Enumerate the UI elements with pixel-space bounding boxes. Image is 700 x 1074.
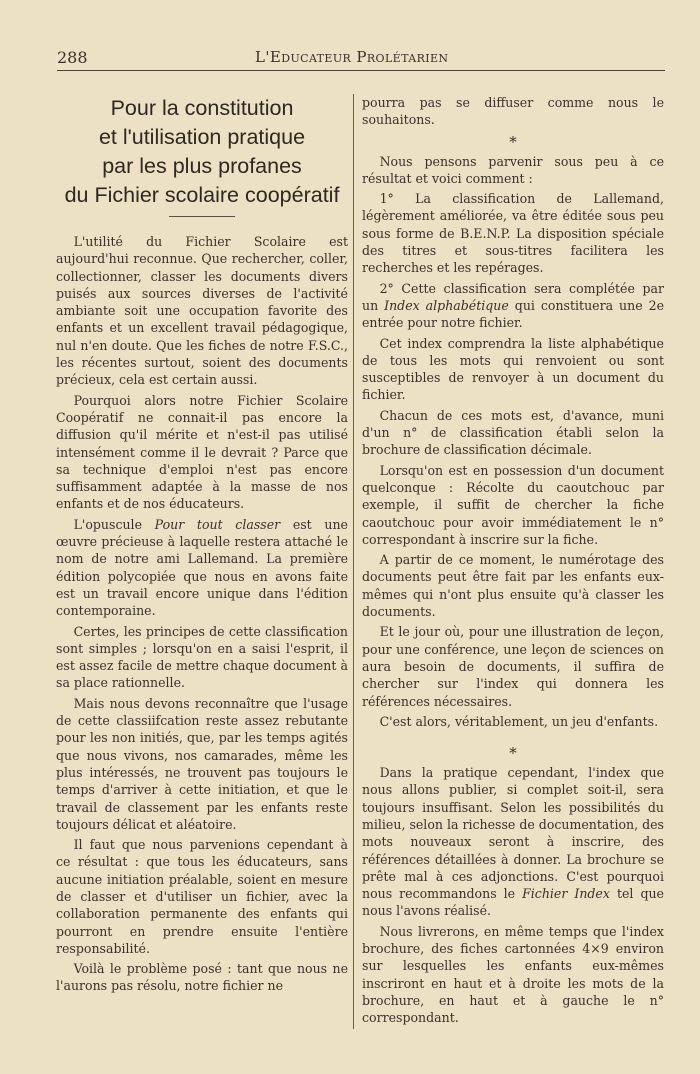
page-header (57, 46, 665, 71)
right-column (362, 94, 664, 1030)
article-title (56, 94, 348, 210)
column-divider (353, 94, 354, 1029)
paragraph: Pourquoi alors notre Fichier Scolaire Coopératif ne connait-il pas encore la diffusion qu'il mérite et n'est-il pas utilisé intensément comme il le devrait ? Parce que sa technique d'emploi n'est pas encore suffisamment adaptée à la masse de nos enfants et de nos éducateurs. (56, 392, 348, 512)
right-section-2 (362, 764, 664, 1026)
left-column (56, 94, 348, 998)
paragraph: Lorsqu'on est en possession d'un document quelconque : Récolte du caoutchouc par exemple, il suffit de chercher la fiche caoutchouc pour avoir immédiatement le n° correspondant à inscrire sur la fiche. (362, 462, 664, 547)
paragraph: Mais nous devons reconnaître que l'usage de cette classiifcation reste assez rebutante pour les non initiés, que, par les temps agités que nous vivons, nos camarades, même les plus intéressés, ne trouvent pas toujours le temps d'arriver à cette initiation, et que le travail de classement par les enfants reste toujours délicat et aléatoire. (56, 695, 348, 832)
title-divider (169, 216, 235, 217)
paragraph: A partir de ce moment, le numérotage des documents peut être fait par les enfants eux-mêmes qui n'ont plus ensuite qu'à classer les documents. (362, 552, 664, 620)
paragraph: Nous pensons parvenir sous peu à ce résultat et voici comment : (362, 153, 664, 186)
title-line: et l'utilisation pratique (98, 125, 306, 149)
paragraph: Voilà le problème posé : tant que nous ne l'aurons pas résolu, notre fichier ne (56, 961, 348, 994)
left-paragraphs (56, 233, 348, 995)
paragraph: Dans la pratique cependant, l'index que nous allons publier, si complet soit-il, sera toujours insuffisant. Selon les possibilités du milieu, selon la richesse de documentation, des mots nouveaux seront à inscrire, des références détaillées à donner. La brochure se prête mal à ces adjonctions. C'est pourquoi nous recommandons le Fichier Index tel que nous l'avons réalisé. (362, 765, 664, 919)
paragraph: Chacun de ces mots est, d'avance, muni d'un n° de classification établi selon la brochure de classification décimale. (362, 407, 664, 458)
paragraph: C'est alors, véritablement, un jeu d'enfants. (379, 713, 659, 729)
paragraph-continuation: pourra pas se diffuser comme nous le souhaitons. (362, 95, 664, 128)
paragraph: Et le jour où, pour une illustration de leçon, pour une conférence, une leçon de sciences on aura besoin de documents, il suffira de chercher sur l'index qui donnera les références nécessaires. (362, 624, 664, 709)
journal-title: L'Educateur Prolétarien (255, 48, 449, 66)
paragraph: 1° La classification de Lallemand, légèrement améliorée, va être éditée sous peu sous forme de B.E.N.P. La disposition spéciale des titres et sous-titres facilitera les recherches et les repérages. (362, 191, 664, 276)
section-star-separator: * (509, 132, 517, 151)
paragraph: Certes, les principes de cette classification sont simples ; lorsqu'on en a saisi l'esprit, il est assez facile de mettre chaque document à sa place rationnelle. (56, 623, 348, 691)
section-star-separator: * (509, 744, 517, 763)
right-section-1 (362, 153, 664, 731)
paragraph: 2° Cette classification sera complétée par un Index alphabétique qui constituera une 2e entrée pour notre fichier. (362, 280, 664, 331)
paragraph: Nous livrerons, en même temps que l'index brochure, des fiches cartonnées 4×9 environ sur lesquelles les enfants eux-mêmes inscriront en haut et à droite les mots de la brochure, en haut et à gauche le n° correspondant. (362, 923, 664, 1026)
paragraph: L'utilité du Fichier Scolaire est aujourd'hui reconnue. Que rechercher, coller, collectionner, classer les documents divers puisés aux sources diverses de l'activité ambiante soit une occupation favorite des enfants et un excellent travail pédagogique, nul n'en doute. Que les fiches de notre F.S.C., les récentes surtout, soient des documents précieux, cela est certain aussi. (56, 234, 348, 388)
title-line: Pour la constitution (110, 96, 294, 120)
title-line: du Fichier scolaire coopératif (64, 183, 340, 207)
paragraph: L'opuscule Pour tout classer est une œuvre précieuse à laquelle restera attaché le nom de notre ami Lallemand. La première édition polycopiée que nous en avons faite est un travail encore unique dans l'édition contemporaine. (56, 516, 348, 619)
page-number: 288 (57, 48, 88, 67)
title-line: par les plus profanes (102, 154, 302, 178)
paragraph: Il faut que nous parvenions cependant à ce résultat : que tous les éducateurs, sans aucune initiation préalable, soient en mesure de classer et d'utiliser un fichier, avec la collaboration permanente des enfants qui pourront en prendre ensuite l'entière responsabilité. (56, 837, 348, 956)
paragraph: Cet index comprendra la liste alphabétique de tous les mots qui renvoient ou sont susceptibles de renvoyer à un document du fichier. (362, 335, 664, 403)
